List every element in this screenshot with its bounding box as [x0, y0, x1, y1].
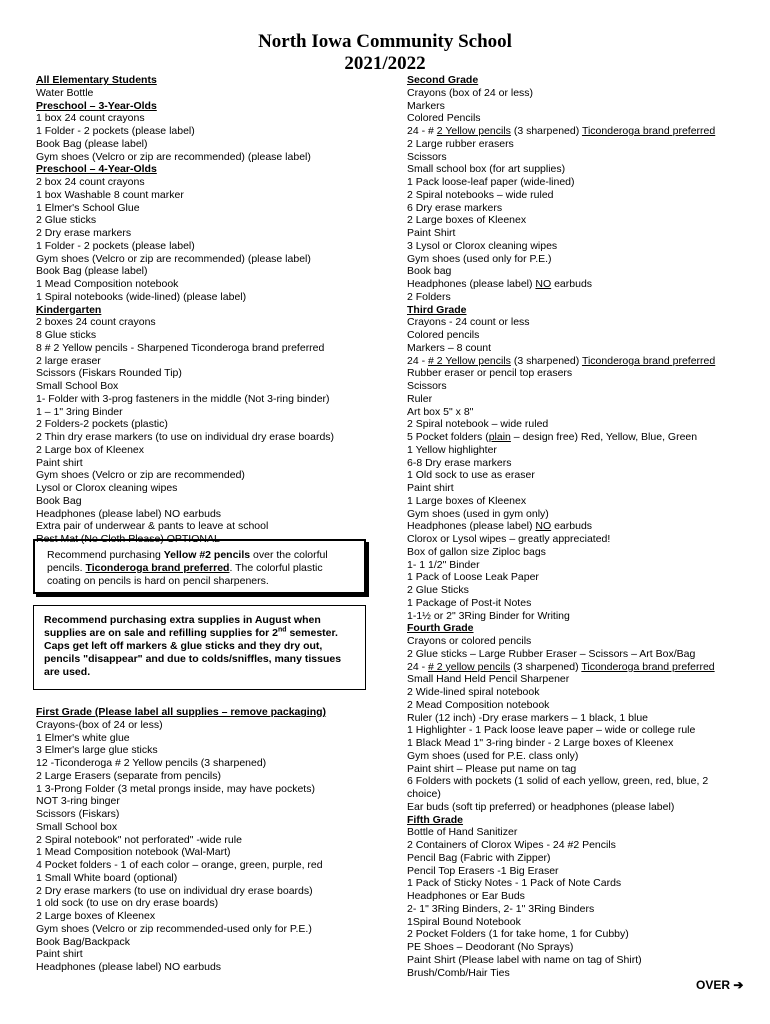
section-heading: Preschool – 3-Year-Olds: [36, 99, 157, 112]
list-item: choice): [407, 788, 441, 800]
list-item: [407, 661, 752, 674]
school-year: 2021/2022: [344, 53, 426, 74]
list-item: 2 Folders: [407, 290, 451, 303]
section-heading: Fourth Grade: [407, 622, 474, 635]
list-item: 1 3-Prong Folder (3 metal prongs inside, may have pockets): [36, 782, 315, 795]
list-item: Paint shirt: [36, 948, 83, 961]
list-item: Pencil Top Erasers -1 Big Eraser: [407, 864, 559, 877]
list-item: 2 Large rubber erasers: [407, 137, 514, 150]
list-item: Paint shirt: [407, 482, 454, 494]
list-item: 1 Large boxes of Kleenex: [407, 494, 527, 507]
text-segment: 24 -: [407, 354, 429, 367]
list-item: 1 Pack of Loose Leak Paper: [407, 571, 539, 584]
list-item: Small school box (for art supplies): [407, 163, 566, 176]
underlined-segment: Ticonderoga brand preferred: [581, 354, 716, 367]
left-column-bottom: [36, 706, 326, 974]
list-item: 6-8 Dry erase markers: [407, 456, 512, 469]
list-item: Bottle of Hand Sanitizer: [407, 826, 518, 839]
list-item: 1 Small White board (optional): [36, 871, 178, 884]
list-item: Small Hand Held Pencil Sharpener: [407, 673, 570, 686]
list-item: Colored Pencils: [407, 112, 481, 125]
list-item: 2 Pocket Folders (1 for take home, 1 for Cubby): [407, 928, 629, 941]
underlined-segment: plain: [488, 431, 511, 443]
list-item: Rubber eraser or pencil top erasers: [407, 367, 573, 380]
extra-supplies-box: [33, 605, 366, 690]
list-item: Paint Shirt: [407, 227, 456, 239]
list-item: Box of gallon size Ziploc bags: [407, 545, 546, 558]
list-item: Extra pair of underwear & pants to leave at school: [36, 520, 269, 533]
list-item: 2 Spiral notebook – wide ruled: [407, 418, 549, 431]
list-item: Ear buds (soft tip preferred) or headphones (please label): [407, 800, 675, 813]
list-item: Scissors: [407, 380, 447, 392]
underlined-segment: # 2 Yellow pencils: [428, 354, 511, 367]
text-segment: 24 - #: [407, 125, 437, 137]
list-item: Book bag: [407, 265, 452, 278]
list-item: 1 Yellow highlighter: [407, 443, 497, 456]
list-item: 3 Elmer's large glue sticks: [36, 744, 158, 757]
list-item: 2 box 24 count crayons: [36, 176, 145, 188]
section-heading: First Grade (Please label all supplies – remove packaging): [36, 706, 327, 718]
list-item: Paint shirt – Please put name on tag: [407, 762, 577, 775]
underlined-segment: NO: [535, 278, 552, 290]
list-item: [407, 125, 752, 138]
underlined-segment: NO: [535, 520, 552, 533]
list-item: 8 Glue sticks: [36, 329, 97, 341]
section-heading: Third Grade: [407, 303, 467, 316]
list-item: 8 # 2 Yellow pencils - Sharpened Ticonderoga brand preferred: [36, 341, 325, 354]
list-item: 1Spiral Bound Notebook: [407, 915, 521, 928]
list-item: 2 Thin dry erase markers (to use on individual dry erase boards): [36, 431, 335, 443]
list-item: 1 Black Mead 1" 3-ring binder - 2 Large boxes of Kleenex: [407, 737, 674, 749]
list-item: Ruler: [407, 392, 433, 405]
list-item: Scissors: [407, 150, 447, 163]
underlined-segment: Ticonderoga brand preferred: [581, 660, 715, 673]
list-item: 1 – 1" 3ring Binder: [36, 405, 123, 418]
list-item: Small School Box: [36, 380, 119, 392]
list-item: 1 old sock (to use on dry erase boards): [36, 897, 219, 910]
list-item: Book Bag: [36, 494, 82, 507]
list-item: 2 Spiral notebooks – wide ruled: [407, 188, 554, 201]
list-item: [407, 355, 752, 368]
over-indicator: OVER ➔: [696, 978, 744, 992]
list-item: 2 Large boxes of Kleenex: [36, 910, 156, 922]
underlined-segment: Ticonderoga brand preferred: [581, 125, 716, 137]
section-heading: Kindergarten: [36, 303, 102, 316]
list-item: [407, 278, 752, 291]
box1-text-c: over the colorful pencils.: [47, 549, 328, 574]
list-item: 2 Glue Sticks: [407, 584, 469, 596]
list-item: Brush/Comb/Hair Ties: [407, 966, 510, 979]
list-item: Crayons - 24 count or less: [407, 316, 530, 329]
list-item: Paint Shirt (Please label with name on tag of Shirt): [407, 953, 642, 966]
box1-text-b: Yellow #2 pencils: [163, 549, 251, 561]
section-heading: Preschool – 4-Year-Olds: [36, 163, 157, 176]
list-item: 1- Folder with 3-prog fasteners in the middle (Not 3-ring binder): [36, 392, 330, 405]
list-item: 1-1½ or 2" 3Ring Binder for Writing: [407, 609, 570, 622]
box2-text-b: semester. Caps get left off markers & glue sticks and they dry out, pencils "disappear" and due to colds/sniffles, many tissues are used.: [44, 627, 342, 678]
list-item: 2 Dry erase markers (to use on individual dry erase boards): [36, 884, 313, 897]
right-column: [407, 74, 752, 979]
list-item: Headphones (please label) NO earbuds: [36, 507, 222, 520]
list-item: [407, 520, 752, 533]
list-item: Pencil Bag (Fabric with Zipper): [407, 851, 551, 864]
text-segment: 24 -: [407, 660, 429, 673]
text-segment: Headphones (please label): [407, 520, 536, 533]
text-segment: – design free) Red, Yellow, Blue, Green: [510, 431, 698, 443]
list-item: 4 Pocket folders - 1 of each color – orange, green, purple, red: [36, 859, 323, 871]
list-item: Crayons-(box of 24 or less): [36, 718, 163, 731]
section-heading: Second Grade: [407, 74, 479, 86]
list-item: 1 box 24 count crayons: [36, 112, 145, 125]
list-item: 6 Folders with pockets (1 solid of each yellow, green, red, blue, 2: [407, 775, 709, 788]
list-item: 1 Mead Composition notebook (Wal-Mart): [36, 846, 231, 859]
list-item: 1 Old sock to use as eraser: [407, 469, 535, 482]
text-segment: Headphones (please label): [407, 278, 536, 290]
box2-text-a: Recommend purchasing extra supplies in August when supplies are on sale and refilling supplies for 2: [44, 614, 321, 639]
list-item: 2 Large boxes of Kleenex: [407, 214, 527, 227]
page-title: North Iowa Community School: [258, 31, 512, 52]
list-item: Colored pencils: [407, 329, 480, 341]
list-item: 2- 1" 3Ring Binders, 2- 1" 3Ring Binders: [407, 902, 595, 915]
list-item: Gym shoes (used in gym only): [407, 507, 549, 520]
list-item: Markers: [407, 99, 445, 112]
list-item: 1 Mead Composition notebook: [36, 278, 179, 290]
list-item: Gym shoes (used for P.E. class only): [407, 749, 579, 762]
text-segment: (3 sharpened): [510, 125, 582, 137]
text-segment: (3 sharpened): [510, 354, 582, 367]
box1-text-e: . The colorful plastic coating on pencils is hard on pencil sharpeners.: [47, 562, 323, 587]
list-item: Crayons (box of 24 or less): [407, 86, 534, 99]
text-segment: 5 Pocket folders (: [407, 431, 489, 443]
list-item: Gym shoes (Velcro or zip recommended-used only for P.E.): [36, 922, 312, 935]
list-item: 1 Package of Post-it Notes: [407, 596, 532, 609]
list-item: 1 Highlighter - 1 Pack loose leave paper – wide or college rule: [407, 724, 696, 737]
list-item: 1 Folder - 2 pockets (please label): [36, 239, 195, 252]
list-item: Book Bag/Backpack: [36, 935, 130, 948]
list-item: Book Bag (please label): [36, 265, 148, 278]
list-item: 2 Wide-lined spiral notebook: [407, 686, 540, 698]
list-item: 2 boxes 24 count crayons: [36, 316, 156, 329]
underlined-segment: 2 Yellow pencils: [436, 125, 511, 137]
list-item: 1 Elmer's white glue: [36, 731, 130, 744]
list-item: 1- 1 1/2" Binder: [407, 558, 480, 571]
section-heading: All Elementary Students: [36, 74, 157, 86]
list-item: 2 Large box of Kleenex: [36, 443, 144, 456]
list-item: Ruler (12 inch) -Dry erase markers – 1 black, 1 blue: [407, 711, 649, 724]
box1-text-a: Recommend purchasing: [47, 549, 164, 561]
list-item: [407, 431, 752, 444]
list-item: Markers – 8 count: [407, 341, 492, 354]
text-segment: earbuds: [551, 520, 593, 533]
list-item: 2 Glue sticks: [36, 214, 97, 227]
list-item: Headphones or Ear Buds: [407, 890, 525, 902]
list-item: Art box 5" x 8": [407, 405, 474, 418]
list-item: 1 Elmer's School Glue: [36, 201, 140, 214]
list-item: 2 Mead Composition notebook: [407, 698, 550, 711]
list-item: Gym shoes (used only for P.E.): [407, 252, 552, 265]
list-item: 1 Spiral notebooks (wide-lined) (please label): [36, 290, 247, 303]
list-item: 2 Dry erase markers: [36, 227, 132, 239]
list-item: 2 Containers of Clorox Wipes - 24 #2 Pencils: [407, 839, 616, 851]
list-item: Gym shoes (Velcro or zip are recommended) (please label): [36, 150, 311, 163]
list-item: 12 -Ticonderoga # 2 Yellow pencils (3 sharpened): [36, 757, 267, 769]
list-item: PE Shoes – Deodorant (No Sprays): [407, 941, 574, 953]
list-item: 2 Folders-2 pockets (plastic): [36, 418, 168, 431]
list-item: 1 box Washable 8 count marker: [36, 188, 184, 201]
pencil-recommendation-box: [33, 539, 366, 594]
box2-sup: nd: [277, 626, 287, 634]
list-item: Water Bottle: [36, 86, 94, 99]
list-item: Small School box: [36, 820, 118, 833]
list-item: 2 Spiral notebook" not perforated" -wide rule: [36, 833, 242, 846]
list-item: Headphones (please label) NO earbuds: [36, 961, 222, 973]
list-item: Gym shoes (Velcro or zip are recommended): [36, 469, 245, 482]
list-item: 3 Lysol or Clorox cleaning wipes: [407, 239, 558, 252]
text-segment: (3 sharpened): [510, 660, 582, 673]
box1-text-d: Ticonderoga brand preferred: [85, 562, 230, 574]
list-item: 1 Folder - 2 pockets (please label): [36, 125, 195, 137]
left-column-top: [36, 74, 376, 546]
section-heading: Fifth Grade: [407, 813, 464, 826]
list-item: Paint shirt: [36, 456, 83, 469]
list-item: 2 large eraser: [36, 354, 101, 367]
list-item: Clorox or Lysol wipes – greatly appreciated!: [407, 533, 611, 545]
text-segment: earbuds: [551, 278, 593, 290]
list-item: Rest Mat (No Cloth Please) OPTIONAL: [36, 533, 220, 545]
list-item: Crayons or colored pencils: [407, 635, 532, 647]
list-item: 2 Large Erasers (separate from pencils): [36, 769, 221, 782]
list-item: Book Bag (please label): [36, 137, 148, 150]
list-item: 1 Pack of Sticky Notes - 1 Pack of Note Cards: [407, 877, 622, 890]
list-item: Scissors (Fiskars Rounded Tip): [36, 367, 182, 380]
underlined-segment: # 2 yellow pencils: [428, 660, 511, 673]
list-item: Lysol or Clorox cleaning wipes: [36, 482, 178, 494]
list-item: 2 Glue sticks – Large Rubber Eraser – Scissors – Art Box/Bag: [407, 647, 696, 660]
list-item: 6 Dry erase markers: [407, 201, 503, 214]
list-item: Gym shoes (Velcro or zip are recommended) (please label): [36, 252, 311, 265]
list-item: 1 Pack loose-leaf paper (wide-lined): [407, 176, 575, 188]
list-item: NOT 3-ring binger: [36, 795, 120, 808]
list-item: Scissors (Fiskars): [36, 808, 120, 820]
